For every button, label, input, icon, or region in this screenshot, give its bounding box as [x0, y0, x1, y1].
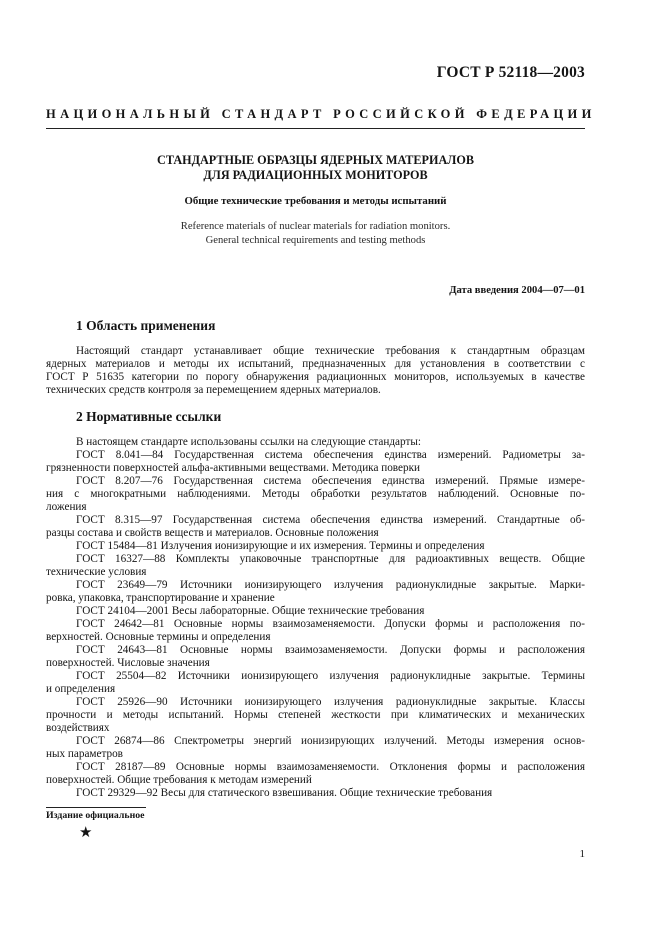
reference-item [46, 787, 585, 800]
reference-line: поверхностей. Числовые значения [46, 657, 210, 669]
reference-item [46, 514, 585, 540]
reference-item [46, 761, 585, 787]
reference-line: ных параметров [46, 748, 123, 760]
reference-line: верхностей. Основные термины и определения [46, 631, 271, 643]
reference-line: ГОСТ 24643—81 Основные нормы взаимозаменяемости. Допуски формы и расположения [76, 644, 585, 656]
reference-line: ния с многократными наблюдениями. Методы обработки результатов наблюдений. Основные по- [46, 488, 585, 500]
reference-item [46, 670, 585, 696]
reference-line: разцы состава и свойств веществ и материалов. Основные положения [46, 527, 379, 539]
english-title [46, 220, 585, 247]
section-1-heading: 1 Область применения [76, 318, 216, 333]
reference-line: ГОСТ 28187—89 Основные нормы взаимозаменяемости. Отклонения формы и расположения [76, 761, 585, 773]
reference-item [46, 475, 585, 514]
references-intro [46, 436, 585, 449]
reference-line: ГОСТ 8.315—97 Государственная система обеспечения единства измерений. Стандартные об- [76, 514, 585, 526]
section-2-heading: 2 Нормативные ссылки [76, 409, 222, 424]
reference-line: ГОСТ 25504—82 Источники ионизирующего излучения радионуклидные закрытые. Термины [76, 670, 585, 682]
reference-line: грязненности поверхностей альфа-активными веществами. Методика поверки [46, 462, 420, 474]
english-title-line: Reference materials of nuclear materials for radiation monitors. [180, 221, 451, 232]
reference-line: воздействиях [46, 722, 110, 734]
reference-list [46, 449, 585, 800]
reference-item [46, 644, 585, 670]
reference-line: ГОСТ 15484—81 Излучения ионизирующие и их измерения. Термины и определения [76, 540, 485, 552]
reference-line: технические условия [46, 566, 147, 578]
reference-line: прочности и методы испытаний. Нормы степеней жесткости при климатических и механических [46, 709, 585, 721]
reference-item [46, 605, 585, 618]
reference-item [46, 540, 585, 553]
official-edition-label: Издание официальное [46, 810, 145, 821]
reference-line: ровка, упаковка, транспортирование и хранение [46, 592, 275, 604]
reference-line: и определения [46, 683, 116, 695]
header-rule [46, 128, 585, 129]
document-number: ГОСТ Р 52118—2003 [436, 64, 585, 81]
paragraph-line: ядерных материалов и методы их испытаний, предназначенных для установления в соответствии с [46, 358, 585, 370]
document-subtitle: Общие технические требования и методы испытаний [184, 195, 447, 207]
reference-line: ГОСТ 23649—79 Источники ионизирующего излучения радионуклидные закрытые. Марки- [76, 579, 585, 591]
reference-line: поверхностей. Общие требования к методам измерений [46, 774, 312, 786]
reference-line: ГОСТ 26874—86 Спектрометры энергий ионизирующих излучений. Методы измерения основ- [76, 735, 585, 747]
reference-line: ГОСТ 8.041—84 Государственная система обеспечения единства измерений. Радиометры за- [76, 449, 585, 461]
document-title [46, 153, 585, 183]
paragraph-line: ГОСТ Р 51635 категории по порогу обнаружения радиационных мониторов, используемых в качестве [46, 371, 585, 383]
standard-banner: НАЦИОНАЛЬНЫЙ СТАНДАРТ РОССИЙСКОЙ ФЕДЕРАЦИИ [46, 107, 596, 121]
normative-references [46, 436, 585, 800]
reference-line: ГОСТ 16327—88 Комплекты упаковочные транспортные для радиоактивных веществ. Общие [76, 553, 585, 565]
page-number: 1 [579, 848, 585, 860]
section-1-paragraph [46, 345, 585, 397]
reference-item [46, 449, 585, 475]
introduction-date: Дата введения 2004—07—01 [449, 285, 585, 296]
reference-line: ГОСТ 24104—2001 Весы лабораторные. Общие технические требования [76, 605, 425, 617]
paragraph-line: Настоящий стандарт устанавливает общие технические требования к стандартным образцам [76, 345, 585, 357]
paragraph-line: технических средств контроля за перемещением ядерных материалов. [46, 384, 381, 396]
reference-line: ложения [46, 501, 87, 513]
reference-line: ГОСТ 29329—92 Весы для статического взвешивания. Общие технические требования [76, 787, 493, 799]
reference-item [46, 553, 585, 579]
title-line: ДЛЯ РАДИАЦИОННЫХ МОНИТОРОВ [203, 168, 428, 182]
footer-rule [46, 807, 146, 808]
reference-item [46, 696, 585, 735]
reference-item [46, 618, 585, 644]
reference-item [46, 735, 585, 761]
reference-item [46, 579, 585, 605]
paragraph-line: В настоящем стандарте использованы ссылки на следующие стандарты: [76, 436, 421, 448]
reference-line: ГОСТ 25926—90 Источники ионизирующего излучения радионуклидные закрытые. Классы [76, 696, 585, 708]
english-title-line: General technical requirements and testing methods [205, 234, 426, 246]
title-line: СТАНДАРТНЫЕ ОБРАЗЦЫ ЯДЕРНЫХ МАТЕРИАЛОВ [157, 153, 474, 167]
reference-line: ГОСТ 24642—81 Основные нормы взаимозаменяемости. Допуски формы и расположения по- [76, 618, 585, 630]
reference-line: ГОСТ 8.207—76 Государственная система обеспечения единства измерений. Прямые измере- [76, 475, 585, 487]
star-icon: ★ [79, 825, 93, 841]
